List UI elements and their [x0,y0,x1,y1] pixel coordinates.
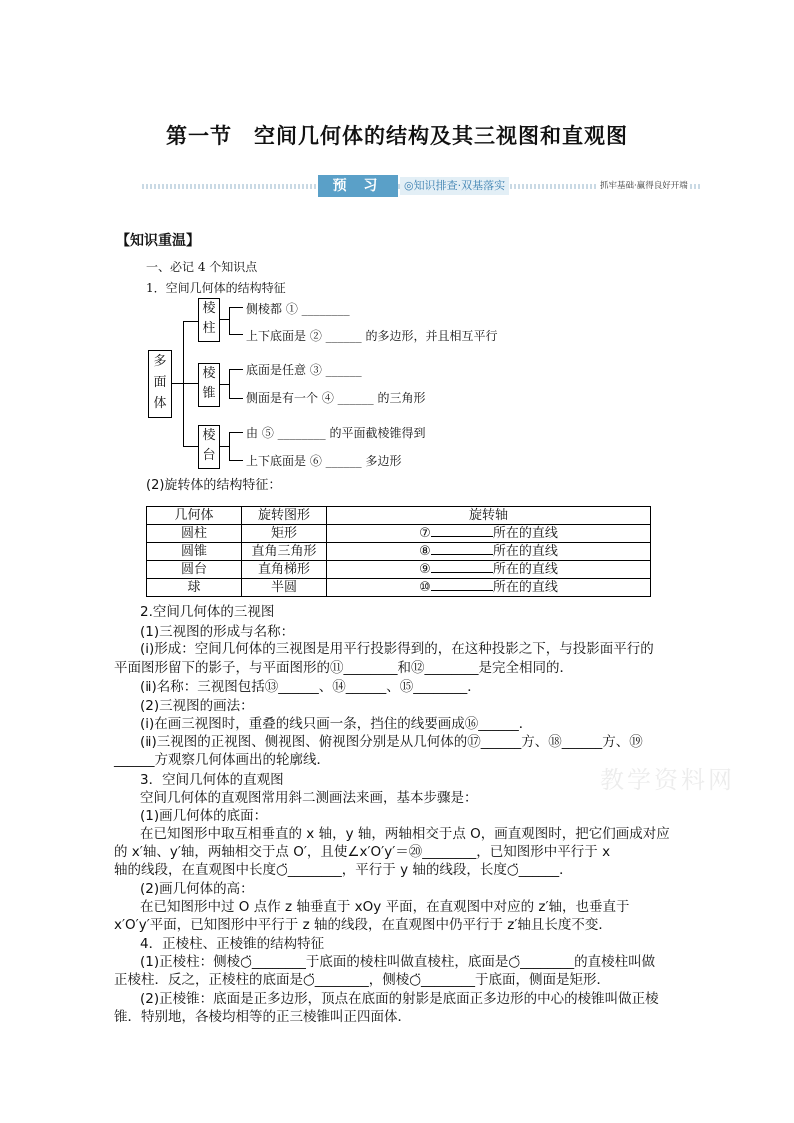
blank-line [431,536,493,537]
connector-line [183,321,184,447]
text-line: (1)画几何体的底面： [140,808,268,824]
box-char: 棱 [202,428,216,443]
table-cell: 矩形 [242,525,327,543]
rotation-table [146,506,651,597]
blank-number: ⑩ [419,580,431,595]
table-cell: 圆柱 [147,525,242,543]
connector-line [183,321,198,322]
section-banner [142,175,702,197]
connector-line [229,460,243,461]
connector-line [229,369,230,398]
text-line: (2)画几何体的高： [140,881,254,897]
connector-line [229,334,243,335]
table-row [147,579,651,597]
table-cell [327,561,651,579]
heading-three-views: 2.空间几何体的三视图 [140,604,275,620]
table-header: 旋转轴 [327,507,651,525]
watermark: 教学资料网 [600,766,735,794]
text-line: (1)正棱柱：侧棱○̈________于底面的棱柱叫做直棱柱，底面是○̈________的直棱柱叫做 [140,954,656,970]
table-cell: 球 [147,579,242,597]
box-pyramid [198,363,220,407]
blank-line [431,590,493,591]
prism-lateral-edges: 侧棱都 ① ________ [246,302,350,316]
text-line: 的 x′轴、y′轴，两轴相交于点 O′，且使∠x′O′y′＝⑳________，已知图形中平行于 x [114,844,611,860]
table-row [147,561,651,579]
text-line: (ⅱ)名称：三视图包括⑬______、⑭______、⑮________． [140,679,481,695]
text-line: ______方观察几何体画出的轮廓线． [114,752,330,768]
table-header-row [147,507,651,525]
page-title: 第一节 空间几何体的结构及其三视图和直观图 [166,124,628,148]
text-line: (ⅰ)形成：空间几何体的三视图是用平行投影得到的，在这种投影之下，与投影面平行的 [140,641,654,657]
table-cell: 直角三角形 [242,543,327,561]
connector-line [171,383,183,384]
table-cell: 圆锥 [147,543,242,561]
connector-line [229,432,243,433]
table-header: 几何体 [147,507,242,525]
connector-line [229,369,243,370]
box-char: 棱 [202,366,216,381]
root-char: 面 [153,375,167,390]
table-header: 旋转图形 [242,507,327,525]
root-char: 多 [153,354,167,369]
blank-line [431,554,493,555]
table-cell-text: 所在的直线 [492,544,558,559]
section-title: 【知识重温】 [116,233,200,249]
text-line: (ⅰ)在画三视图时，重叠的线只画一条，挡住的线要画成⑯______． [140,716,533,732]
rotation-heading: (2)旋转体的结构特征： [146,478,282,493]
text-line: 在已知图形中过 O 点作 z 轴垂直于 xOy 平面，在直观图中对应的 z′轴，也垂直于 [140,899,630,915]
root-box-polyhedron [148,350,172,418]
table-cell: 圆台 [147,561,242,579]
blank-number: ⑨ [419,562,431,577]
box-char: 锥 [202,386,216,401]
text-line: (ⅱ)三视图的正视图、侧视图、俯视图分别是从几何体的⑰______方、⑱______方、⑲ [140,734,643,750]
text-line: 平面图形留下的影子，与平面图形的⑪________和⑫________是完全相同的． [114,660,573,676]
table-cell [327,543,651,561]
box-prism [198,298,220,342]
text-line: 轴的线段，在直观图中长度○̈________，平行于 y 轴的线段，长度○̈______． [114,862,573,878]
heading-regular-solids: 4．正棱柱、正棱锥的结构特征 [140,936,325,952]
table-row [147,543,651,561]
text-line: (2)正棱锥：底面是正多边形，顶点在底面的射影是底面正多边形的中心的棱锥叫做正棱 [140,991,659,1007]
blank-line [431,572,493,573]
pyramid-base: 底面是任意 ③ ______ [246,363,362,377]
table-cell [327,525,651,543]
text-line: 在已知图形中取互相垂直的 x 轴，y 轴，两轴相交于点 O，画直观图时，把它们画成对应 [140,826,670,842]
banner-tag: 预 习 [318,175,398,197]
text-line: 正棱柱．反之，正棱柱的底面是○̈________，侧棱○̈________于底面，侧面是矩形． [114,972,611,988]
box-frustum [198,425,220,469]
connector-line [183,446,198,447]
connector-line [229,432,230,460]
root-char: 体 [153,396,167,411]
connector-line [219,319,229,320]
heading-intuitive-view: 3．空间几何体的直观图 [140,772,284,788]
table-cell-text: 所在的直线 [492,580,558,595]
blank-number: ⑧ [419,544,431,559]
frustum-bases: 上下底面是 ⑥ ______ 多边形 [246,454,402,468]
blank-number: ⑦ [419,526,431,541]
part1-heading: 一、必记 4 个知识点 [146,260,258,274]
frustum-origin: 由 ⑤ ________ 的平面截棱锥得到 [246,426,426,440]
prism-bases: 上下底面是 ② ______ 的多边形，并且相互平行 [246,329,498,343]
connector-line [229,398,243,399]
item1-heading: 1．空间几何体的结构特征 [146,281,286,295]
text-line: x′O′y′平面，已知图形中平行于 z 轴的线段，在直观图中仍平行于 z′轴且长度不变． [114,917,612,933]
connector-line [229,307,230,334]
table-cell-text: 所在的直线 [492,562,558,577]
text-line: 锥．特别地，各棱均相等的正三棱锥叫正四面体． [114,1009,411,1025]
table-cell: 半圆 [242,579,327,597]
box-char: 台 [202,448,216,463]
text-line: 空间几何体的直观图常用斜二测画法来画，基本步骤是： [140,790,478,806]
box-char: 柱 [202,321,216,336]
connector-line [183,383,198,384]
pyramid-faces: 侧面是有一个 ④ ______ 的三角形 [246,391,426,405]
table-row [147,525,651,543]
table-cell-text: 所在的直线 [492,526,558,541]
connector-line [219,384,229,385]
banner-slogan: 抓牢基础·赢得良好开端 [600,181,688,191]
box-char: 棱 [202,301,216,316]
connector-line [219,446,229,447]
text-line: (2)三视图的画法： [140,698,254,714]
table-cell [327,579,651,597]
connector-line [229,307,243,308]
text-line: (1)三视图的形成与名称： [140,624,295,640]
table-cell: 直角梯形 [242,561,327,579]
banner-subtitle: ◎知识排查·双基落实 [400,177,509,195]
